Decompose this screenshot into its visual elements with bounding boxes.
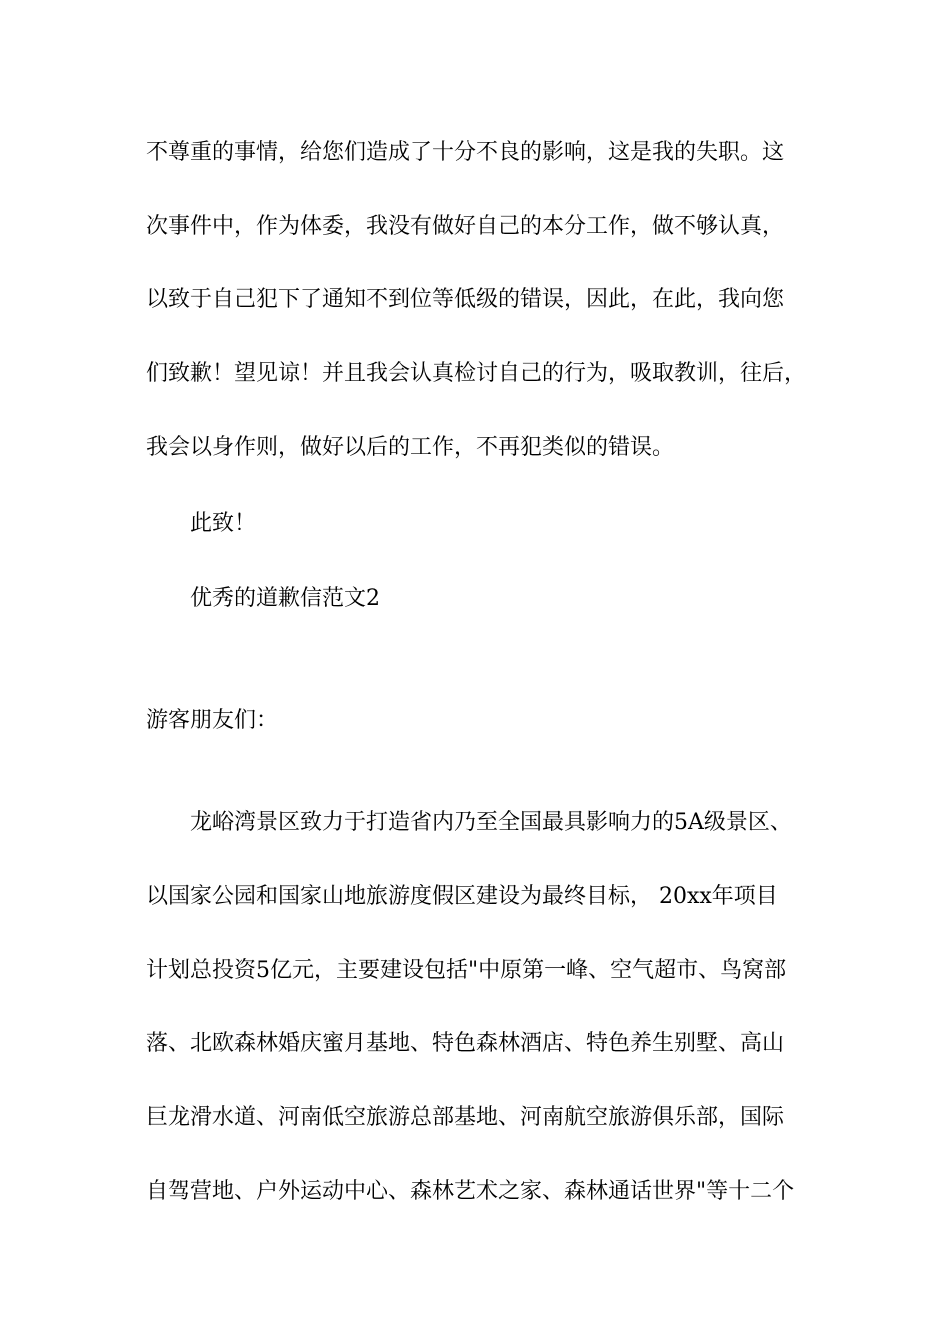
paragraph-line: 以致于自己犯下了通知不到位等低级的错误，因此，在此，我向您 [146, 287, 785, 312]
paragraph-line: 不尊重的事情，给您们造成了十分不良的影响，这是我的失职。这 [146, 140, 785, 165]
paragraph-line: 龙峪湾景区致力于打造省内乃至全国最具影响力的5A级景区、 [190, 810, 792, 835]
closing-line: 此致！ [190, 511, 257, 536]
paragraph-line: 落、北欧森林婚庆蜜月基地、特色森林酒店、特色养生别墅、高山 [146, 1031, 785, 1056]
paragraph-line: 自驾营地、户外运动中心、森林艺术之家、森林通话世界"等十二个 [146, 1179, 795, 1204]
paragraph-line: 我会以身作则，做好以后的工作，不再犯类似的错误。 [146, 435, 675, 460]
greeting-line: 游客朋友们： [146, 708, 279, 733]
paragraph-line: 们致歉！望见谅！并且我会认真检讨自己的行为，吸取教训，往后， [146, 361, 807, 386]
paragraph-line: 以国家公园和国家山地旅游度假区建设为最终目标， 20xx年项目 [146, 884, 778, 909]
paragraph-line: 计划总投资5亿元，主要建设包括"中原第一峰、空气超市、鸟窝部 [146, 958, 787, 983]
section-title: 优秀的道歉信范文2 [190, 586, 380, 611]
paragraph-line: 巨龙滑水道、河南低空旅游总部基地、河南航空旅游俱乐部，国际 [146, 1105, 785, 1130]
paragraph-line: 次事件中，作为体委，我没有做好自己的本分工作，做不够认真， [146, 214, 785, 239]
